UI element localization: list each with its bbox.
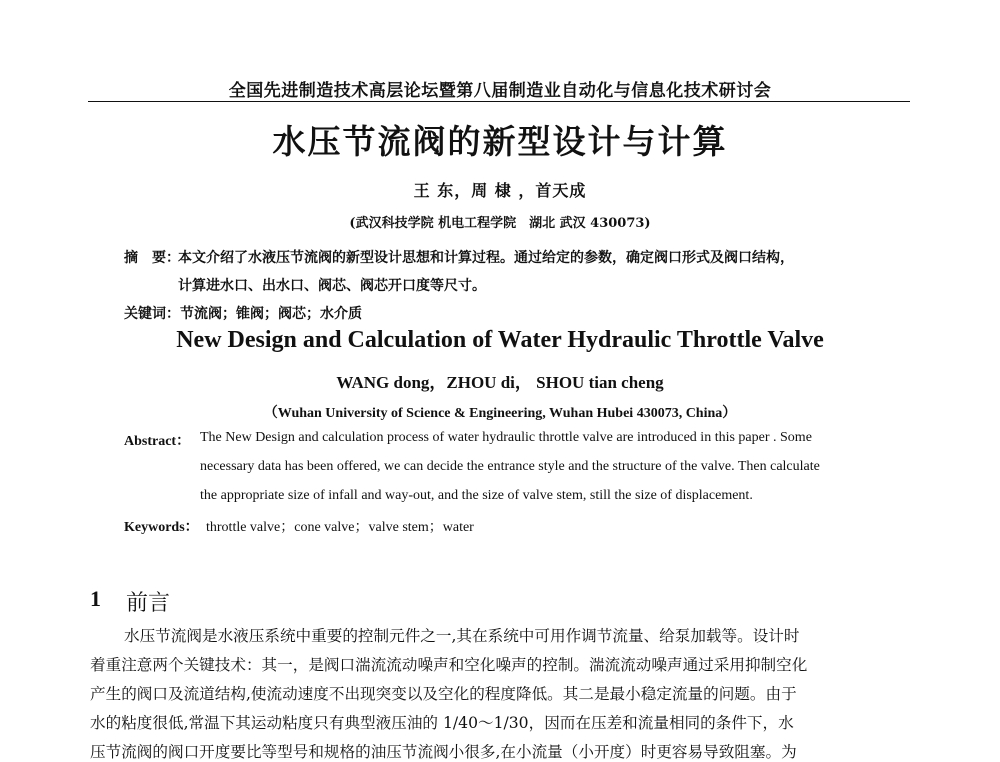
conference-header: 全国先进制造技术高层论坛暨第八届制造业自动化与信息化技术研讨会 [228,81,772,101]
abstract-cn-line: 本文介绍了水液压节流阀的新型设计思想和计算过程。通过给定的参数，确定阀口形式及阀口结构， [178,250,794,266]
keywords-en-text: throttle valve；cone valve；valve stem；water [206,520,474,535]
abstract-cn-line: 计算进水口、出水口、阀芯、阀芯开口度等尺寸。 [178,278,486,294]
section-number: 1 [90,586,101,611]
authors-en: WANG dong，ZHOU di， SHOU tian cheng [336,373,664,392]
keywords-cn: 关键词：节流阀；锥阀；阀芯；水介质 [124,306,362,322]
abstract-en-line: necessary data has been offered, we can decide the entrance style and the structure of the valve. Then calculate [200,459,820,474]
body-line: 水的粘度很低,常温下其运动粘度只有典型液压油的 1/40～1/30，因而在压差和流量相同的条件下，水 [90,714,794,732]
abstract-cn-label: 摘 要： [124,250,180,266]
paper-title-cn: 水压节流阀的新型设计与计算 [272,122,728,161]
abstract-en-line: The New Design and calculation process of water hydraulic throttle valve are introduced in this paper . Some [200,430,812,445]
header-rule [88,101,910,102]
affiliation-en: （Wuhan University of Science & Engineering, Wuhan Hubei 430073, China） [263,406,737,421]
section-title: 前言 [126,591,171,616]
abstract-en-line: the appropriate size of infall and way-out, and the size of valve stem, still the size of displacement. [200,488,753,503]
keywords-en-label: Keywords： [124,520,199,535]
abstract-en-label: Abstract： [124,434,191,449]
authors-cn: 王 东，周 棣 ，首天成 [413,181,587,200]
body-line: 着重注意两个关键技术：其一，是阀口湍流流动噪声和空化噪声的控制。湍流流动噪声通过采用抑制空化 [90,656,808,674]
affiliation-cn: (武汉科技学院 机电工程学院 湖北 武汉 430073) [349,216,651,231]
body-line: 产生的阀口及流道结构,使流动速度不出现突变以及空化的程度降低。其二是最小稳定流量的问题。由于 [90,685,797,703]
body-line: 压节流阀的阀口开度要比等型号和规格的油压节流阀小很多,在小流量（小开度）时更容易导致阻塞。为 [90,743,797,761]
paper-title-en: New Design and Calculation of Water Hydraulic Throttle Valve [176,327,824,353]
body-line: 水压节流阀是水液压系统中重要的控制元件之一,其在系统中可用作调节流量、给泵加载等。设计时 [124,627,800,645]
